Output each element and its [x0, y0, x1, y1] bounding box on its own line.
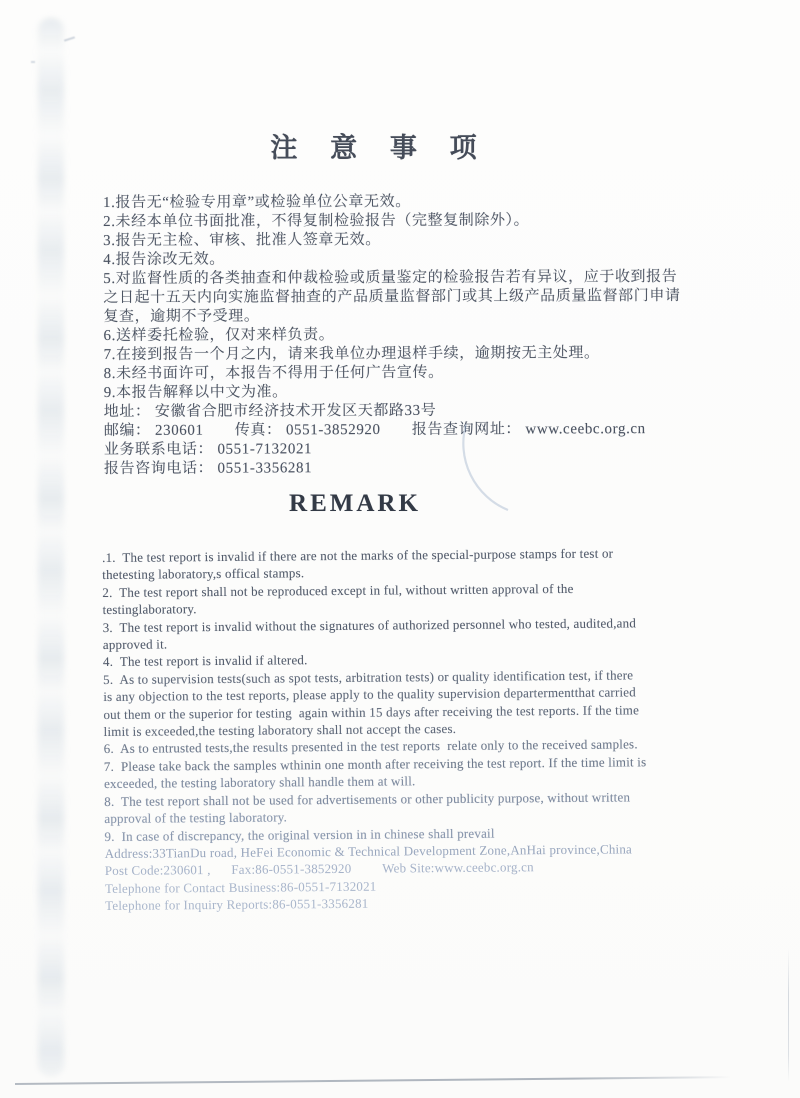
text-line: 4. The test report is invalid if altered.	[102, 652, 308, 670]
text-line: .1. The test report is invalid if there are not the marks of the special-purpose stamps for test or	[102, 545, 614, 565]
text-line: 6.送样委托检验，仅对来样负责。	[103, 327, 335, 344]
text-line: out them or the superior for testing again within 15 days after receiving the test reports. If the time	[103, 701, 640, 722]
page-right-edge	[788, 948, 789, 1082]
text-line: 2.未经本单位书面批准，不得复制检验报告（完整复制除外）。	[103, 212, 530, 230]
text-line: 之日起十五天内向实施监督抽查的产品质量监督部门或其上级产品质量监督部门申请	[103, 287, 681, 306]
text-line: 2. The test report shall not be reproduced except in ful, without written approval of the	[102, 580, 574, 600]
text-line: Address:33TianDu road, HeFei Economic & Technical Development Zone,AnHai province,China	[104, 841, 633, 861]
text-line: approved it.	[102, 636, 168, 653]
remark-title: REMARK	[289, 490, 421, 517]
text-line: 邮编： 230601 传真： 0551-3852920 报告查询网址： www.ceebc.org.cn	[103, 421, 646, 439]
text-line: 4.报告涂改无效。	[103, 251, 225, 268]
text-line: 复查，逾期不予受理。	[103, 308, 260, 325]
remark-body	[102, 543, 745, 914]
text-line: 业务联系电话： 0551-7132021	[103, 441, 313, 458]
text-line: 报告咨询电话： 0551-3356281	[103, 460, 313, 477]
text-line: Post Code:230601 , Fax:86-0551-3852920 Web Site:www.ceebc.org.cn	[104, 859, 534, 879]
text-line: Telephone for Contact Business:86-0551-7132021	[104, 878, 377, 896]
text-line: 5.对监督性质的各类抽查和仲裁检验或质量鉴定的检验报告若有异议，应于收到报告	[103, 268, 678, 287]
text-line: 9. In case of discrepancy, the original version in in chinese shall prevail	[104, 825, 495, 844]
text-line: Telephone for Inquiry Reports:86-0551-3356281	[105, 895, 369, 914]
text-line: is any objection to the test reports, please apply to the quality supervision departermentthat carried	[103, 684, 637, 705]
text-line: testinglaboratory.	[102, 601, 197, 618]
text-line: 3. The test report is invalid without the signatures of authorized personnel who tested, audited,and	[102, 614, 637, 635]
text-line: 7. Please take back the samples wthinin one month after receiving the test report. If the time limit is	[103, 754, 647, 774]
text-line: 地址： 安徽省合肥市经济技术开发区天都路33号	[103, 402, 437, 420]
text-line: approval of the testing laboratory.	[104, 809, 288, 827]
chinese-notice-title: 注 意 事 项	[270, 133, 490, 163]
text-line: exceeded, the testing laboratory shall handle them at will.	[103, 773, 416, 792]
page-bottom-edge	[15, 1076, 731, 1085]
text-line: 8. The test report shall not be used for advertisements or other publicity purpose, without written	[104, 789, 631, 809]
text-line: 9.本报告解释以中文为准。	[103, 384, 288, 401]
text-line: limit is exceeded,the testing laboratory shall not accept the cases.	[103, 720, 457, 740]
text-line: 6. As to entrusted tests,the results presented in the test reports relate only to the received samples.	[103, 736, 638, 757]
binding-shadow	[38, 18, 64, 1076]
text-line: 8.未经书面许可，本报告不得用于任何广告宣传。	[103, 364, 444, 382]
text-line: 1.报告无“检验专用章”或检验单位公章无效。	[103, 193, 411, 211]
scan-speck	[31, 61, 35, 63]
text-line: 7.在接到报告一个月之内，请来我单位办理退样手续，逾期按无主处理。	[103, 345, 600, 363]
text-line: 3.报告无主检、审核、批准人签章无效。	[103, 232, 381, 249]
text-line: thetesting laboratory,s offical stamps.	[102, 565, 305, 583]
chinese-notice-body	[103, 192, 724, 479]
scan-speck	[64, 36, 75, 41]
text-line: 5. As to supervision tests(such as spot tests, arbitration tests) or quality identification test, if there	[103, 667, 634, 687]
